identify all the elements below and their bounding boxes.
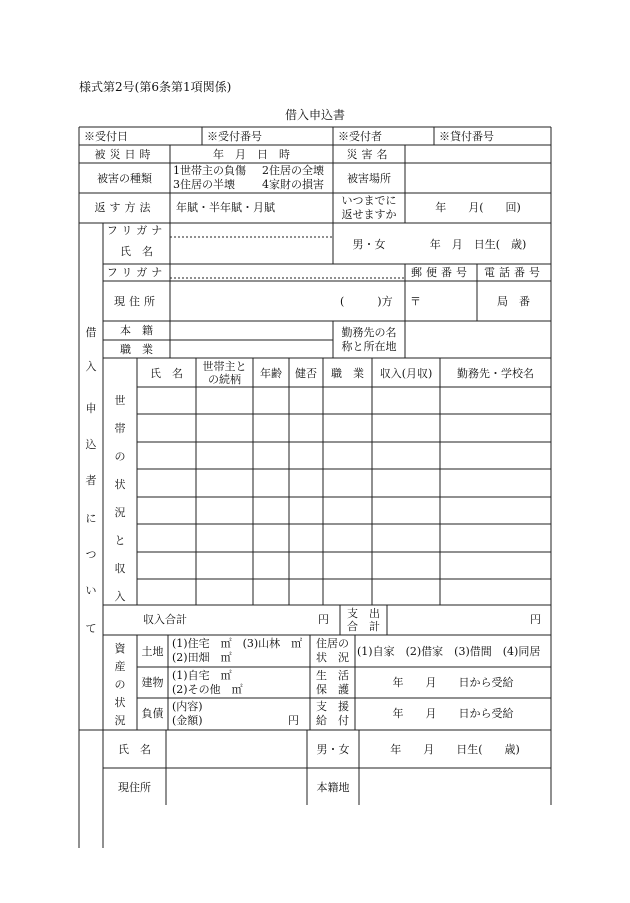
household-header-rel-2: の続柄 — [208, 373, 241, 386]
welfare-label-1: 生 活 — [316, 669, 349, 682]
repay-when-value: 年 月( 回) — [435, 201, 521, 214]
workplace-label-2: 称と所在地 — [341, 340, 397, 353]
guarantor-birth-label: 年 月 日生( 歳) — [390, 743, 520, 756]
birth-label: 年 月 日生( 歳) — [429, 238, 527, 251]
household-header-health: 健否 — [295, 367, 317, 380]
household-header-age: 年齢 — [260, 367, 282, 380]
support-label-2: 給 付 — [316, 714, 349, 727]
phone-label: 電話番号 — [484, 266, 544, 279]
debt-yen: 円 — [288, 714, 299, 727]
receipt-date-label: ※受付日 — [84, 130, 128, 143]
applicant-side-7: い — [85, 584, 97, 597]
debt-content: (内容) — [172, 700, 203, 713]
household-side-0: 世 — [114, 394, 126, 407]
residence-label-2: 状 況 — [316, 651, 349, 664]
damage-option-2: 2住居の全壊 — [262, 164, 324, 177]
workplace-label-1: 勤務先の名 — [341, 326, 397, 339]
expense-total-yen: 円 — [530, 613, 541, 626]
expense-total-label-1: 支 出 — [347, 607, 380, 620]
damage-option-4: 4家財の損害 — [262, 178, 324, 191]
occupation-label: 職 業 — [120, 343, 153, 356]
land-line-2: (2)田畑 ㎡ — [172, 651, 232, 664]
assets-side-0: 資 — [114, 642, 126, 655]
residence-label-1: 住居の — [316, 637, 349, 650]
name-label: 氏 名 — [120, 245, 153, 258]
land-label: 土地 — [141, 645, 164, 658]
support-value: 年 月 日から受給 — [392, 707, 514, 720]
damage-place-label: 被害場所 — [347, 172, 391, 185]
household-header-rel-1: 世帯主と — [202, 360, 247, 373]
assets-side-1: 産 — [114, 660, 126, 673]
household-header-workplace: 勤務先・学校名 — [457, 367, 534, 380]
building-line-2: (2)その他 ㎡ — [172, 683, 243, 696]
receiver-label: ※受付者 — [338, 130, 382, 143]
support-label-1: 支 援 — [316, 700, 349, 713]
household-side-1: 帯 — [114, 422, 126, 435]
furigana-label: フリガナ — [106, 224, 167, 237]
postal-mark: 〒 — [410, 295, 421, 308]
expense-total-label-2: 合 計 — [347, 620, 380, 633]
household-side-7: 入 — [114, 590, 126, 603]
form-number: 様式第2号(第6条第1項関係) — [79, 80, 232, 94]
debt-amount: (金額) — [172, 714, 203, 727]
disaster-date-units: 年 月 日 時 — [213, 148, 290, 161]
assets-side-3: 状 — [114, 696, 126, 709]
household-header-name: 氏 名 — [150, 367, 183, 380]
sex-label: 男・女 — [352, 238, 386, 251]
applicant-side-1: 入 — [85, 360, 97, 373]
guarantor-address-label: 現住所 — [118, 781, 151, 794]
address-care-of: ( )方 — [340, 295, 393, 308]
household-side-2: の — [114, 450, 126, 463]
applicant-side-2: 申 — [85, 402, 97, 415]
furigana-label-2: フリガナ — [106, 266, 167, 279]
phone-exchange: 局 番 — [497, 295, 530, 308]
form-title: 借入申込書 — [284, 108, 345, 122]
income-total-label: 収入合計 — [143, 613, 187, 626]
assets-side-2: の — [114, 678, 126, 691]
building-line-1: (1)自宅 ㎡ — [172, 669, 232, 682]
applicant-side-4: 者 — [85, 474, 97, 487]
domicile-label: 本 籍 — [120, 324, 153, 337]
address-label: 現住所 — [114, 295, 159, 308]
household-header-job: 職 業 — [331, 367, 364, 380]
applicant-side-0: 借 — [85, 326, 97, 339]
household-side-3: 状 — [114, 478, 126, 491]
damage-option-3: 3住居の半壊 — [173, 178, 235, 191]
loan-number-label: ※貸付番号 — [439, 130, 494, 143]
residence-options: (1)自家 (2)借家 (3)借間 (4)同居 — [357, 645, 541, 658]
building-label: 建物 — [141, 676, 164, 689]
disaster-name-label: 災害名 — [346, 148, 392, 161]
household-side-6: 収 — [114, 562, 126, 575]
receipt-number-label: ※受付番号 — [207, 130, 262, 143]
postal-code-label: 郵便番号 — [411, 266, 471, 279]
applicant-side-5: に — [85, 512, 97, 525]
household-side-4: 況 — [114, 506, 126, 519]
repay-method-value: 年賦・半年賦・月賦 — [176, 201, 275, 214]
guarantor-name-label: 氏 名 — [118, 743, 151, 756]
applicant-side-6: つ — [85, 548, 97, 561]
household-side-5: と — [114, 534, 126, 547]
guarantor-domicile-label: 本籍地 — [316, 781, 350, 794]
income-total-yen: 円 — [318, 613, 329, 626]
household-header-income: 収入(月収) — [379, 367, 433, 380]
applicant-side-8: て — [85, 622, 97, 635]
damage-kind-label: 被害の種類 — [97, 172, 152, 185]
repay-method-label: 返す方法 — [94, 201, 155, 214]
guarantor-sex-label: 男・女 — [316, 743, 350, 756]
damage-option-1: 1世帯主の負傷 — [173, 164, 246, 177]
land-line-1: (1)住宅 ㎡ (3)山林 ㎡ — [172, 637, 303, 650]
disaster-date-label: 被災日時 — [94, 148, 155, 161]
welfare-value: 年 月 日から受給 — [392, 676, 514, 689]
welfare-label-2: 保 護 — [316, 683, 349, 696]
assets-side-4: 況 — [114, 714, 126, 727]
applicant-side-3: 込 — [85, 438, 97, 451]
debt-label: 負債 — [141, 707, 164, 720]
repay-when-label-2: 返せますか — [341, 208, 397, 221]
repay-when-label-1: いつまでに — [341, 194, 397, 207]
